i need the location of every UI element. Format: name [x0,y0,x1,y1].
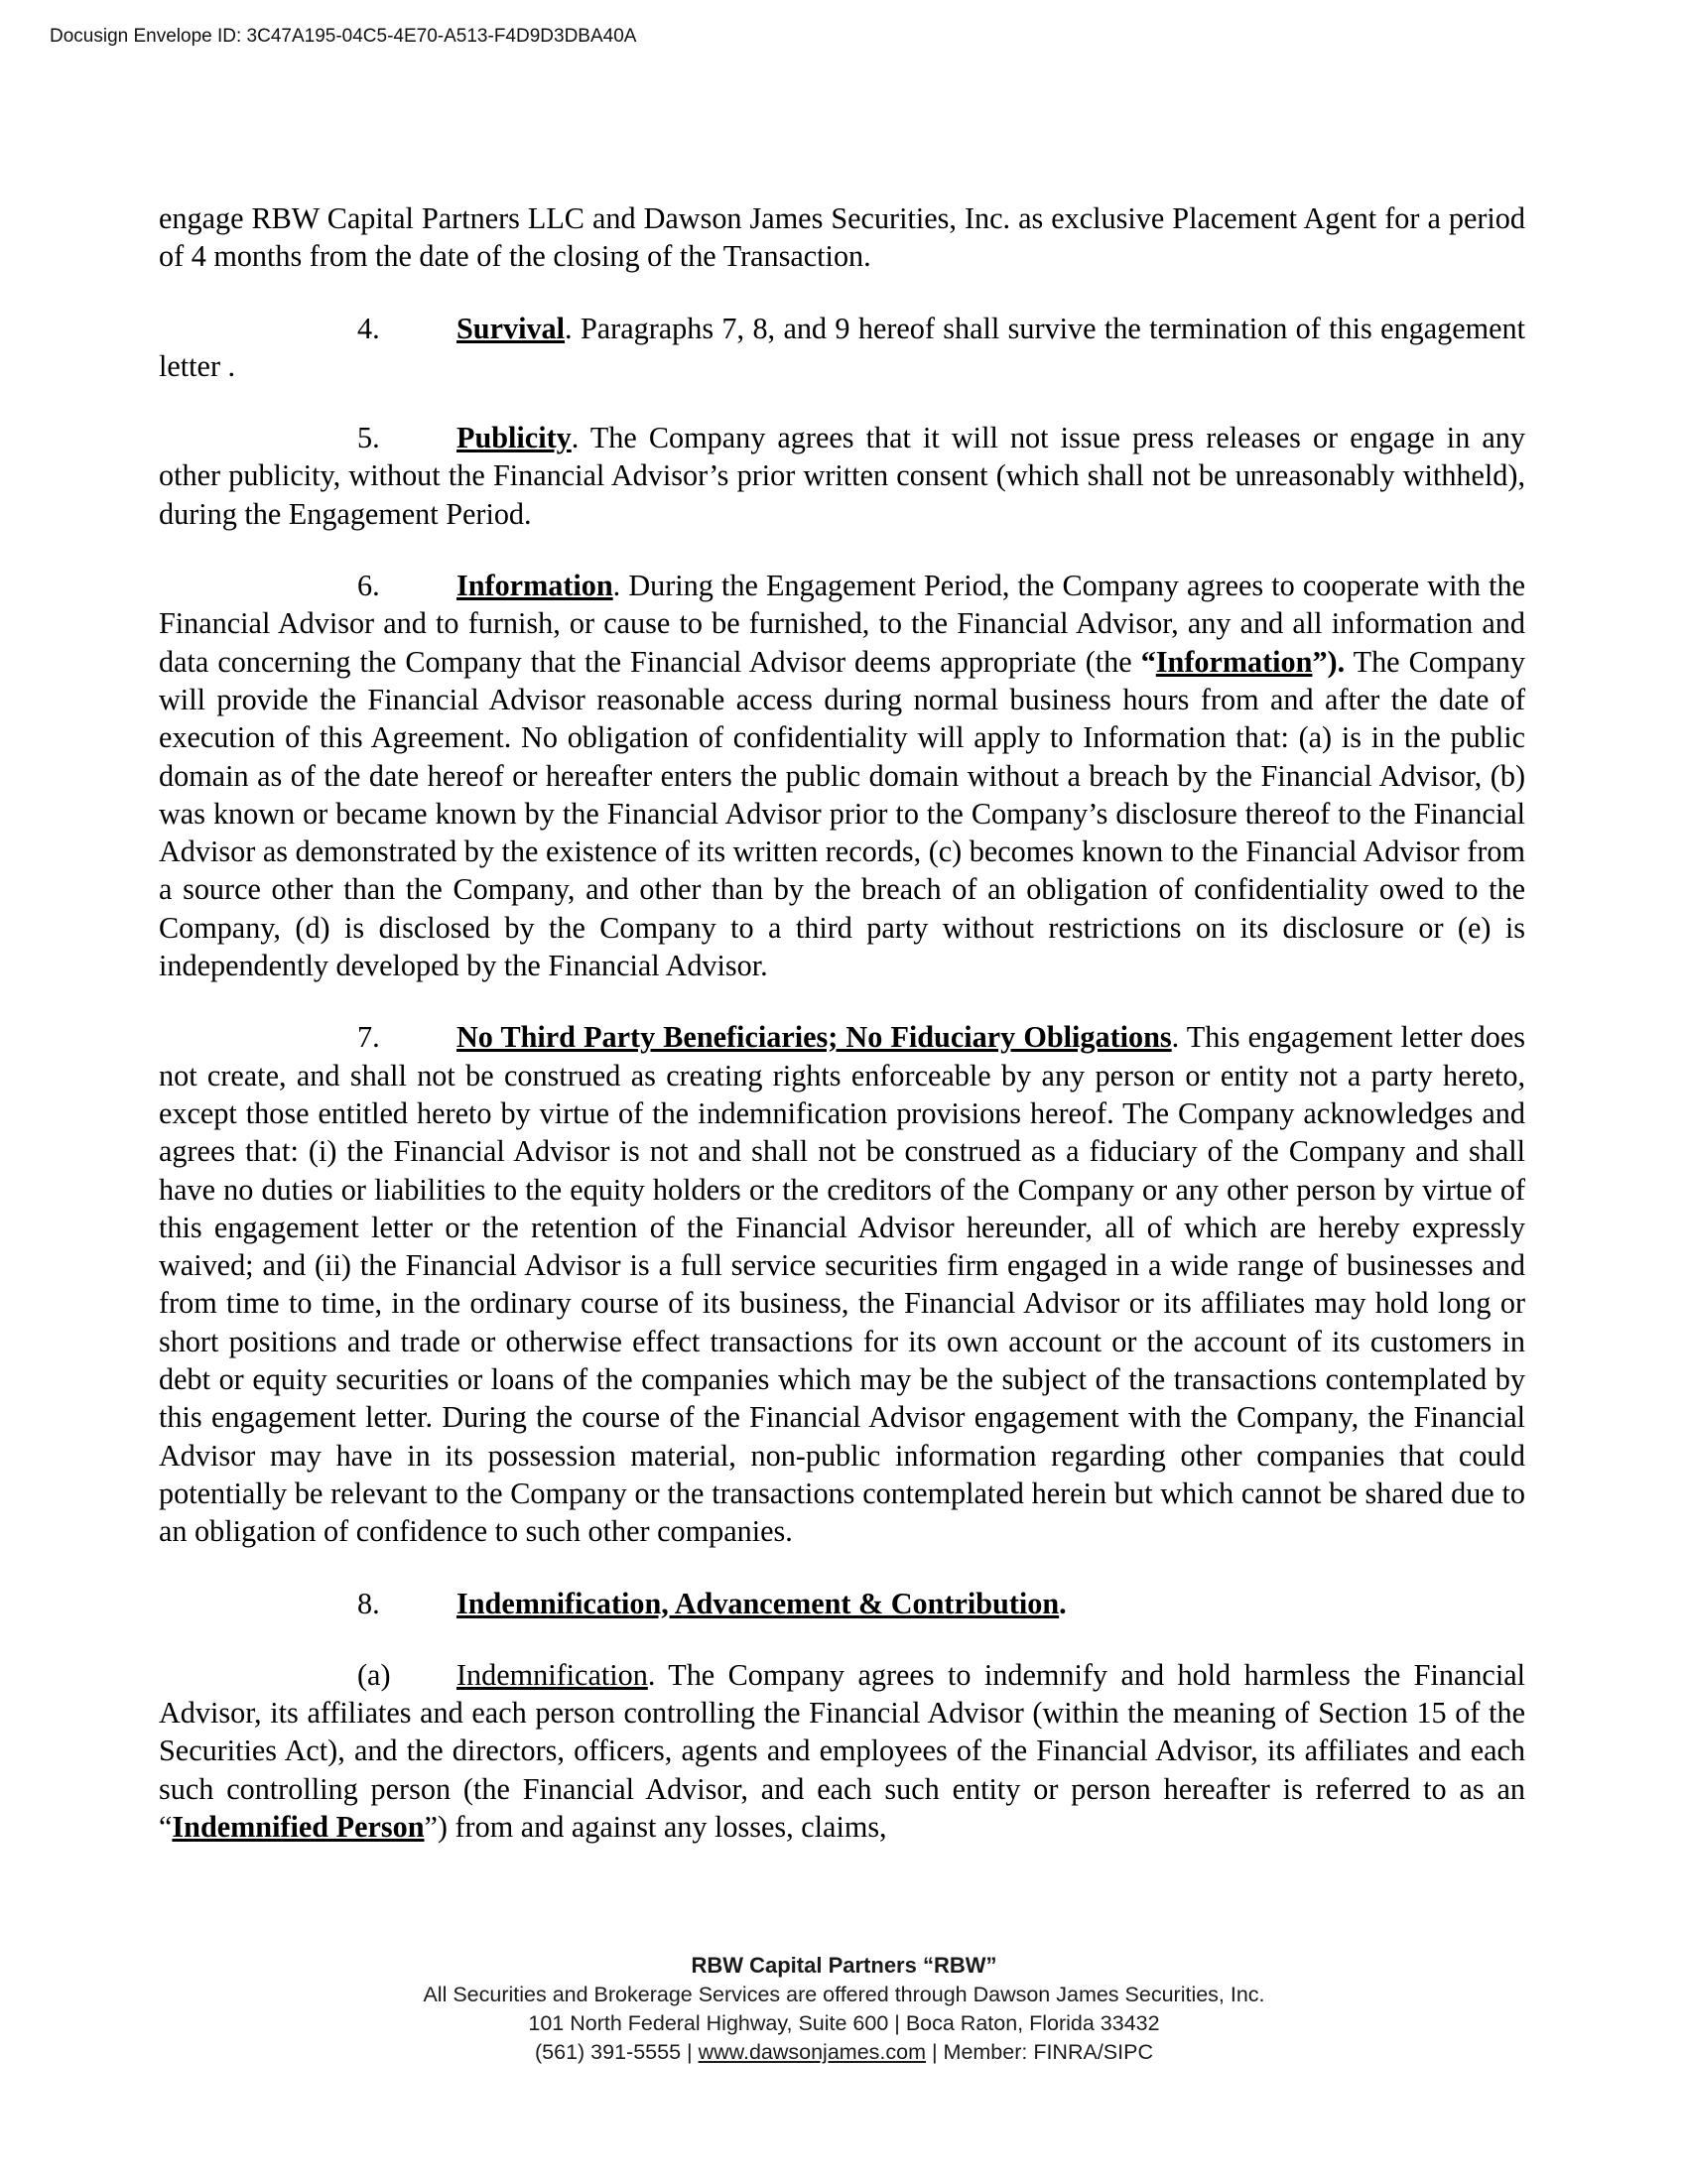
section-8 [159,1585,1525,1622]
section-text-continued: The Company will provide the Financial Advisor reasonable access during normal business hours from and after the date of execution of this Agreement. No obligation of confidentiality will apply to Information that: (a) is in the public domain as of the date hereof or hereafter enters the public domain without a breach by the Financial Advisor, (b) was known or became known by the Financial Advisor prior to the Company’s disclosure thereof to the Financial Advisor as demonstrated by the existence of its written records, (c) becomes known to the Financial Advisor from a source other than the Company, and other than by the breach of an obligation of confidentiality owed to the Company, (d) is disclosed by the Company to a third party without restrictions on its disclosure or (e) is independently developed by the Financial Advisor. [159,644,1525,983]
close-quote: ”). [1312,644,1346,679]
footer-address: 101 North Federal Highway, Suite 600 | Boca Raton, Florida 33432 [528,2011,1160,2035]
section-8a [159,1656,1525,1846]
section-number: 5. [357,421,380,455]
intro-text: engage RBW Capital Partners LLC and Dawson James Securities, Inc. as exclusive Placement Agent for a period of 4 months from the date of the closing of the Transaction. [159,201,1525,274]
subsection-text-continued: ”) from and against any losses, claims, [424,1809,887,1844]
footer-phone: (561) 391-5555 | [535,2040,699,2064]
section-7 [159,1018,1525,1550]
section-5 [159,419,1525,533]
section-heading: Publicity [456,421,572,455]
section-6 [159,567,1525,984]
subsection-text: . The Company agrees to indemnify and hold harmless the Financial Advisor, its affiliates and each person controlling the Financial Advisor (within the meaning of Section 15 of the Securities Act), and the directors, officers, agents and employees of the Financial Advisor, its affiliates and each such controlling person (the Financial Advisor, and each such entity or person hereafter is referred to as an “ [159,1657,1525,1844]
section-number: 4. [357,311,380,345]
section-text: . The Company agrees that it will not issue press releases or engage in any other publicity, without the Financial Advisor’s prior written consent (which shall not be unreasonably withheld), during the Engagement Period. [159,421,1525,531]
section-text: . This engagement letter does not create, and shall not be construed as creating rights enforceable by any person or entity not a party hereto, except those entitled hereto by virtue of the indemnification provisions hereof. The Company acknowledges and agrees that: (i) the Financial Advisor is not and shall not be construed as a fiduciary of the Company and shall have no duties or liabilities to the equity holders or the creditors of the Company or any other person by virtue of this engagement letter or the retention of the Financial Advisor hereunder, all of which are hereby expressly waived; and (ii) the Financial Advisor is a full service securities firm engaged in a wide range of businesses and from time to time, in the ordinary course of its business, the Financial Advisor or its affiliates may hold long or short positions and trade or otherwise effect transactions for its own account or the account of its customers in debt or equity securities or loans of the companies which may be the subject of the transactions contemplated by this engagement letter. During the course of the Financial Advisor engagement with the Company, the Financial Advisor may have in its possession material, non-public information regarding other companies that could potentially be relevant to the Company or the transactions contemplated herein but which cannot be shared due to an obligation of confidence to such other companies. [159,1020,1525,1549]
section-heading: Information [456,569,613,603]
footer-website-link[interactable]: www.dawsonjames.com [698,2040,926,2064]
footer-contact [0,2038,1688,2067]
document-body [159,199,1525,1879]
page-footer [0,1951,1688,2067]
defined-term: Indemnified Person [172,1809,425,1844]
section-heading-period: . [1059,1586,1067,1620]
section-text: . Paragraphs 7, 8, and 9 hereof shall survive the termination of this engagement letter . [159,311,1525,383]
footer-disclosure: All Securities and Brokerage Services are offered through Dawson James Securities, Inc. [423,1983,1265,2006]
section-number: 8. [357,1586,380,1620]
section-heading: No Third Party Beneficiaries; No Fiduciary Obligations [456,1020,1172,1055]
intro-paragraph [159,199,1525,276]
subsection-heading: Indemnification [456,1657,648,1692]
section-number: 6. [357,569,380,603]
section-text: . During the Engagement Period, the Company agrees to cooperate with the Financial Advisor and to furnish, or cause to be furnished, to the Financial Advisor, any and all information and data concerning the Company that the Financial Advisor deems appropriate (the [159,569,1525,679]
footer-member: | Member: FINRA/SIPC [926,2040,1153,2064]
envelope-id: Docusign Envelope ID: 3C47A195-04C5-4E70-A513-F4D9D3DBA40A [50,26,637,47]
footer-title: RBW Capital Partners “RBW” [691,1953,997,1978]
section-heading: Survival [456,311,566,345]
subsection-number: (a) [357,1657,391,1692]
section-heading: Indemnification, Advancement & Contribution [456,1586,1060,1620]
section-4 [159,310,1525,386]
section-number: 7. [357,1020,380,1055]
open-quote: “ [1140,644,1156,679]
defined-term: Information [1155,644,1313,679]
